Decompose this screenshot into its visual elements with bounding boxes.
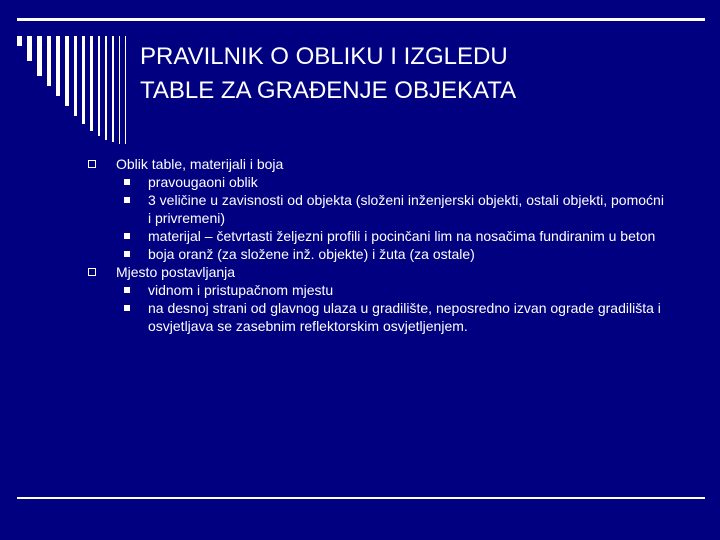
square-bullet-icon xyxy=(124,179,130,185)
list-item-text: na desnoj strani od glavnog ulaza u gradilište, neposredno izvan ograde gradilišta i osvjetljava se zasebnim reflektorskim osvjetljenjem. xyxy=(148,300,661,334)
section-label: Mjesto postavljanja xyxy=(116,264,236,280)
bullet-list xyxy=(88,155,668,335)
title-line-2: TABLE ZA GRAĐENJE OBJEKATA xyxy=(140,77,517,104)
list-item-text: pravougaoni oblik xyxy=(148,174,258,190)
square-bullet-icon xyxy=(124,287,130,293)
section-heading xyxy=(88,155,668,173)
list-item xyxy=(88,281,668,299)
top-rule xyxy=(17,18,705,21)
square-bullet-icon xyxy=(124,233,130,239)
list-item xyxy=(88,299,668,335)
slide-title xyxy=(140,40,680,108)
square-bullet-icon xyxy=(124,305,130,311)
list-item-text: 3 veličine u zavisnosti od objekta (složeni inženjerski objekti, ostali objekti, pomoćni i privremeni) xyxy=(148,192,664,226)
title-line-1: PRAVILNIK O OBLIKU I IZGLEDU xyxy=(140,43,508,70)
bottom-rule xyxy=(17,497,705,499)
square-bullet-icon xyxy=(124,251,130,257)
decorative-stripes xyxy=(17,36,142,144)
list-item xyxy=(88,173,668,191)
list-item-text: materijal – četvrtasti željezni profili i pocinčani lim na nosačima fundiranim u beton xyxy=(148,228,656,244)
square-bullet-icon xyxy=(124,197,130,203)
hollow-square-bullet-icon xyxy=(88,268,96,276)
list-item xyxy=(88,245,668,263)
list-item-text: boja oranž (za složene inž. objekte) i žuta (za ostale) xyxy=(148,246,475,262)
section-heading xyxy=(88,263,668,281)
list-item xyxy=(88,191,668,227)
hollow-square-bullet-icon xyxy=(88,160,96,168)
section-label: Oblik table, materijali i boja xyxy=(116,156,284,172)
list-item-text: vidnom i pristupačnom mjestu xyxy=(148,282,334,298)
list-item xyxy=(88,227,668,245)
